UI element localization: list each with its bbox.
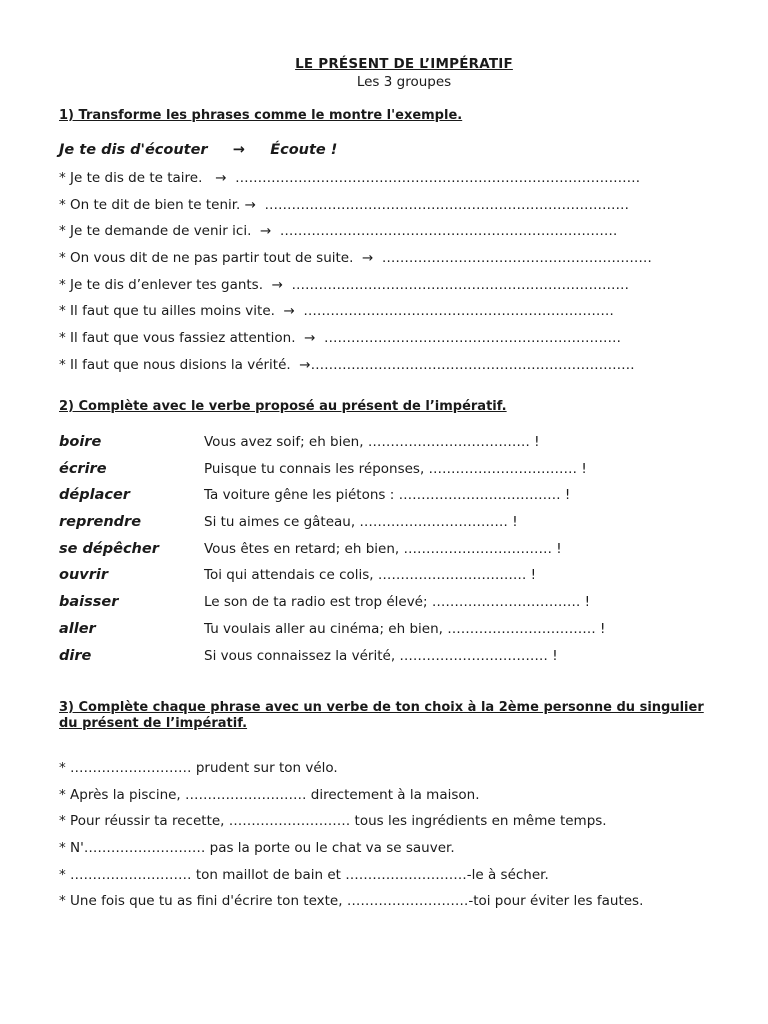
page-title: LE PRÉSENT DE L’IMPÉRATIF xyxy=(295,56,513,72)
exercise-line: * Je te dis de te taire. → ……………………………………………………………………………… xyxy=(59,170,641,186)
verb-sentence: Puisque tu connais les réponses, …………………………… ! xyxy=(204,460,587,477)
verb-row xyxy=(59,616,739,643)
exercise-line: * N'……………………… pas la porte ou le chat va se sauver. xyxy=(59,840,455,857)
verb-label: boire xyxy=(59,434,102,450)
exercise-line: * Je te dis d’enlever tes gants. → ………………………………………………………………… xyxy=(59,276,629,293)
section3-heading: 3) Complète chaque phrase avec un verbe de ton choix à la 2ème personne du singulier du présent de l’impératif. xyxy=(59,700,704,731)
exercise-line: * Il faut que tu ailles moins vite. → …………………………………………………………… xyxy=(59,303,614,320)
verb-row xyxy=(59,536,739,563)
verb-sentence: Le son de ta radio est trop élevé; …………………………… ! xyxy=(204,594,591,611)
verb-label: dire xyxy=(59,647,92,664)
section3-list xyxy=(59,755,759,915)
verb-label: déplacer xyxy=(59,487,130,504)
exercise-line: * Je te demande de venir ici. → ………………………………………………………………… xyxy=(59,223,618,240)
section1-list xyxy=(59,165,749,379)
verb-row xyxy=(59,429,739,456)
page-subtitle: Les 3 groupes xyxy=(356,74,452,90)
verb-sentence: Vous avez soif; eh bien, ……………………………… ! xyxy=(204,434,540,450)
section2-list xyxy=(59,429,739,669)
exercise-line: * On te dit de bien te tenir. → ……………………………………………………………………… xyxy=(59,196,630,213)
section1-heading: 1) Transforme les phrases comme le montre l'exemple. xyxy=(59,108,463,123)
verb-label: aller xyxy=(59,620,96,637)
exercise-line: * Après la piscine, ……………………… directement à la maison. xyxy=(59,786,480,803)
verb-sentence: Toi qui attendais ce colis, …………………………… ! xyxy=(204,567,537,584)
exercise-line: * Pour réussir ta recette, ……………………… tous les ingrédients en même temps. xyxy=(59,813,607,830)
exercise-line: * Une fois que tu as fini d'écrire ton texte, ………………………-toi pour éviter les fautes. xyxy=(59,893,644,910)
exercise-line: * Il faut que nous disions la vérité. →……………………………………………………………… xyxy=(59,356,635,373)
verb-sentence: Ta voiture gêne les piétons : ……………………………… ! xyxy=(204,487,571,504)
exercise-line: * ……………………… prudent sur ton vélo. xyxy=(59,760,338,776)
verb-row xyxy=(59,562,739,589)
exercise-line: * Il faut que vous fassiez attention. → ………………………………………………………… xyxy=(59,330,621,347)
verb-sentence: Si tu aimes ce gâteau, …………………………… ! xyxy=(204,514,518,531)
verb-row xyxy=(59,643,739,670)
verb-row xyxy=(59,456,739,483)
verb-label: ouvrir xyxy=(59,567,109,584)
exercise-line: * ……………………… ton maillot de bain et ………………………-le à sécher. xyxy=(59,866,549,883)
verb-row xyxy=(59,589,739,616)
verb-row xyxy=(59,482,739,509)
verb-label: reprendre xyxy=(59,514,142,531)
section1-example: Je te dis d'écouter → Écoute ! xyxy=(59,142,338,158)
exercise-line: * On vous dit de ne pas partir tout de suite. → …………………………………………………… xyxy=(59,250,652,267)
verb-sentence: Si vous connaissez la vérité, …………………………… ! xyxy=(204,647,558,664)
verb-label: baisser xyxy=(59,594,119,611)
verb-sentence: Tu voulais aller au cinéma; eh bien, …………………………… ! xyxy=(204,620,606,637)
section2-heading: 2) Complète avec le verbe proposé au présent de l’impératif. xyxy=(59,399,507,414)
verb-sentence: Vous êtes en retard; eh bien, …………………………… ! xyxy=(204,540,562,557)
verb-row xyxy=(59,509,739,536)
verb-label: se dépêcher xyxy=(59,540,159,557)
verb-label: écrire xyxy=(59,460,107,477)
